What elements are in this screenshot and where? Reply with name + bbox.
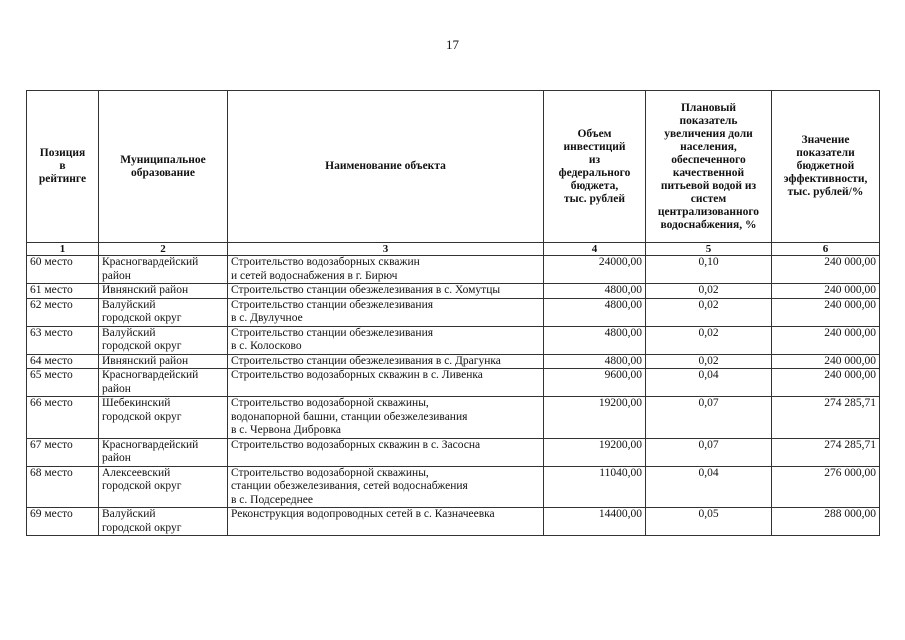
table-row xyxy=(27,438,880,466)
table-row xyxy=(27,369,880,397)
object-name-cell: Строительство станции обезжелезивания в с. Драгунка xyxy=(228,354,544,369)
table-row xyxy=(27,466,880,508)
efficiency-cell: 240 000,00 xyxy=(772,326,880,354)
table-row xyxy=(27,326,880,354)
object-name-cell: Строительство водозаборных скважин и сетей водоснабжения в г. Бирюч xyxy=(228,256,544,284)
header-efficiency: Значение показатели бюджетной эффективности, тыс. рублей/% xyxy=(772,91,880,243)
efficiency-cell: 288 000,00 xyxy=(772,508,880,536)
efficiency-cell: 274 285,71 xyxy=(772,397,880,439)
municipality-cell: Валуйский городской округ xyxy=(99,508,228,536)
table-row xyxy=(27,256,880,284)
investment-cell: 4800,00 xyxy=(544,326,646,354)
object-name-cell: Строительство водозаборных скважин в с. Ливенка xyxy=(228,369,544,397)
municipality-cell: Красногвардейский район xyxy=(99,438,228,466)
position-cell: 69 место xyxy=(27,508,99,536)
object-name-cell: Строительство станции обезжелезивания в с. Двулучное xyxy=(228,298,544,326)
municipality-cell: Ивнянский район xyxy=(99,354,228,369)
planned-share-cell: 0,02 xyxy=(646,298,772,326)
position-cell: 60 место xyxy=(27,256,99,284)
column-number: 3 xyxy=(228,243,544,256)
efficiency-cell: 240 000,00 xyxy=(772,298,880,326)
column-number-row xyxy=(27,243,880,256)
object-name-cell: Строительство станции обезжелезивания в с. Колосково xyxy=(228,326,544,354)
column-number: 4 xyxy=(544,243,646,256)
position-cell: 62 место xyxy=(27,298,99,326)
efficiency-cell: 240 000,00 xyxy=(772,369,880,397)
table-row xyxy=(27,354,880,369)
planned-share-cell: 0,05 xyxy=(646,508,772,536)
municipality-cell: Красногвардейский район xyxy=(99,256,228,284)
municipality-cell: Валуйский городской округ xyxy=(99,298,228,326)
table-body xyxy=(27,256,880,536)
municipality-cell: Ивнянский район xyxy=(99,284,228,299)
object-name-cell: Строительство водозаборной скважины, водонапорной башни, станции обезжелезивания в с. Червона Дибровка xyxy=(228,397,544,439)
position-cell: 67 место xyxy=(27,438,99,466)
column-number: 1 xyxy=(27,243,99,256)
planned-share-cell: 0,02 xyxy=(646,326,772,354)
column-number: 6 xyxy=(772,243,880,256)
rating-table xyxy=(26,90,880,536)
column-number: 5 xyxy=(646,243,772,256)
header-object-name: Наименование объекта xyxy=(228,91,544,243)
planned-share-cell: 0,04 xyxy=(646,369,772,397)
table-row xyxy=(27,298,880,326)
position-cell: 61 место xyxy=(27,284,99,299)
planned-share-cell: 0,02 xyxy=(646,354,772,369)
header-municipality: Муниципальное образование xyxy=(99,91,228,243)
planned-share-cell: 0,02 xyxy=(646,284,772,299)
table-row xyxy=(27,397,880,439)
position-cell: 64 место xyxy=(27,354,99,369)
page-number: 17 xyxy=(446,37,459,52)
position-cell: 66 место xyxy=(27,397,99,439)
municipality-cell: Красногвардейский район xyxy=(99,369,228,397)
planned-share-cell: 0,07 xyxy=(646,438,772,466)
investment-cell: 19200,00 xyxy=(544,397,646,439)
municipality-cell: Шебекинский городской округ xyxy=(99,397,228,439)
header-planned-share: Плановый показатель увеличения доли населения, обеспеченного качественной питьевой водой из систем централизованного водоснабжения, % xyxy=(646,91,772,243)
object-name-cell: Реконструкция водопроводных сетей в с. Казначеевка xyxy=(228,508,544,536)
municipality-cell: Алексеевский городской округ xyxy=(99,466,228,508)
planned-share-cell: 0,07 xyxy=(646,397,772,439)
investment-cell: 19200,00 xyxy=(544,438,646,466)
planned-share-cell: 0,04 xyxy=(646,466,772,508)
efficiency-cell: 276 000,00 xyxy=(772,466,880,508)
investment-cell: 11040,00 xyxy=(544,466,646,508)
investment-cell: 4800,00 xyxy=(544,298,646,326)
efficiency-cell: 240 000,00 xyxy=(772,284,880,299)
planned-share-cell: 0,10 xyxy=(646,256,772,284)
investment-cell: 4800,00 xyxy=(544,284,646,299)
object-name-cell: Строительство водозаборной скважины, станции обезжелезивания, сетей водоснабжения в с. Подсереднее xyxy=(228,466,544,508)
efficiency-cell: 240 000,00 xyxy=(772,256,880,284)
position-cell: 68 место xyxy=(27,466,99,508)
investment-cell: 14400,00 xyxy=(544,508,646,536)
investment-cell: 9600,00 xyxy=(544,369,646,397)
position-cell: 63 место xyxy=(27,326,99,354)
investment-cell: 4800,00 xyxy=(544,354,646,369)
object-name-cell: Строительство водозаборных скважин в с. Засосна xyxy=(228,438,544,466)
efficiency-cell: 274 285,71 xyxy=(772,438,880,466)
table-row xyxy=(27,508,880,536)
object-name-cell: Строительство станции обезжелезивания в с. Хомутцы xyxy=(228,284,544,299)
investment-cell: 24000,00 xyxy=(544,256,646,284)
header-investment: Объем инвестиций из федерального бюджета, тыс. рублей xyxy=(544,91,646,243)
municipality-cell: Валуйский городской округ xyxy=(99,326,228,354)
table-row xyxy=(27,284,880,299)
column-number: 2 xyxy=(99,243,228,256)
efficiency-cell: 240 000,00 xyxy=(772,354,880,369)
header-position: Позиция в рейтинге xyxy=(27,91,99,243)
position-cell: 65 место xyxy=(27,369,99,397)
table-header-row xyxy=(27,91,880,243)
